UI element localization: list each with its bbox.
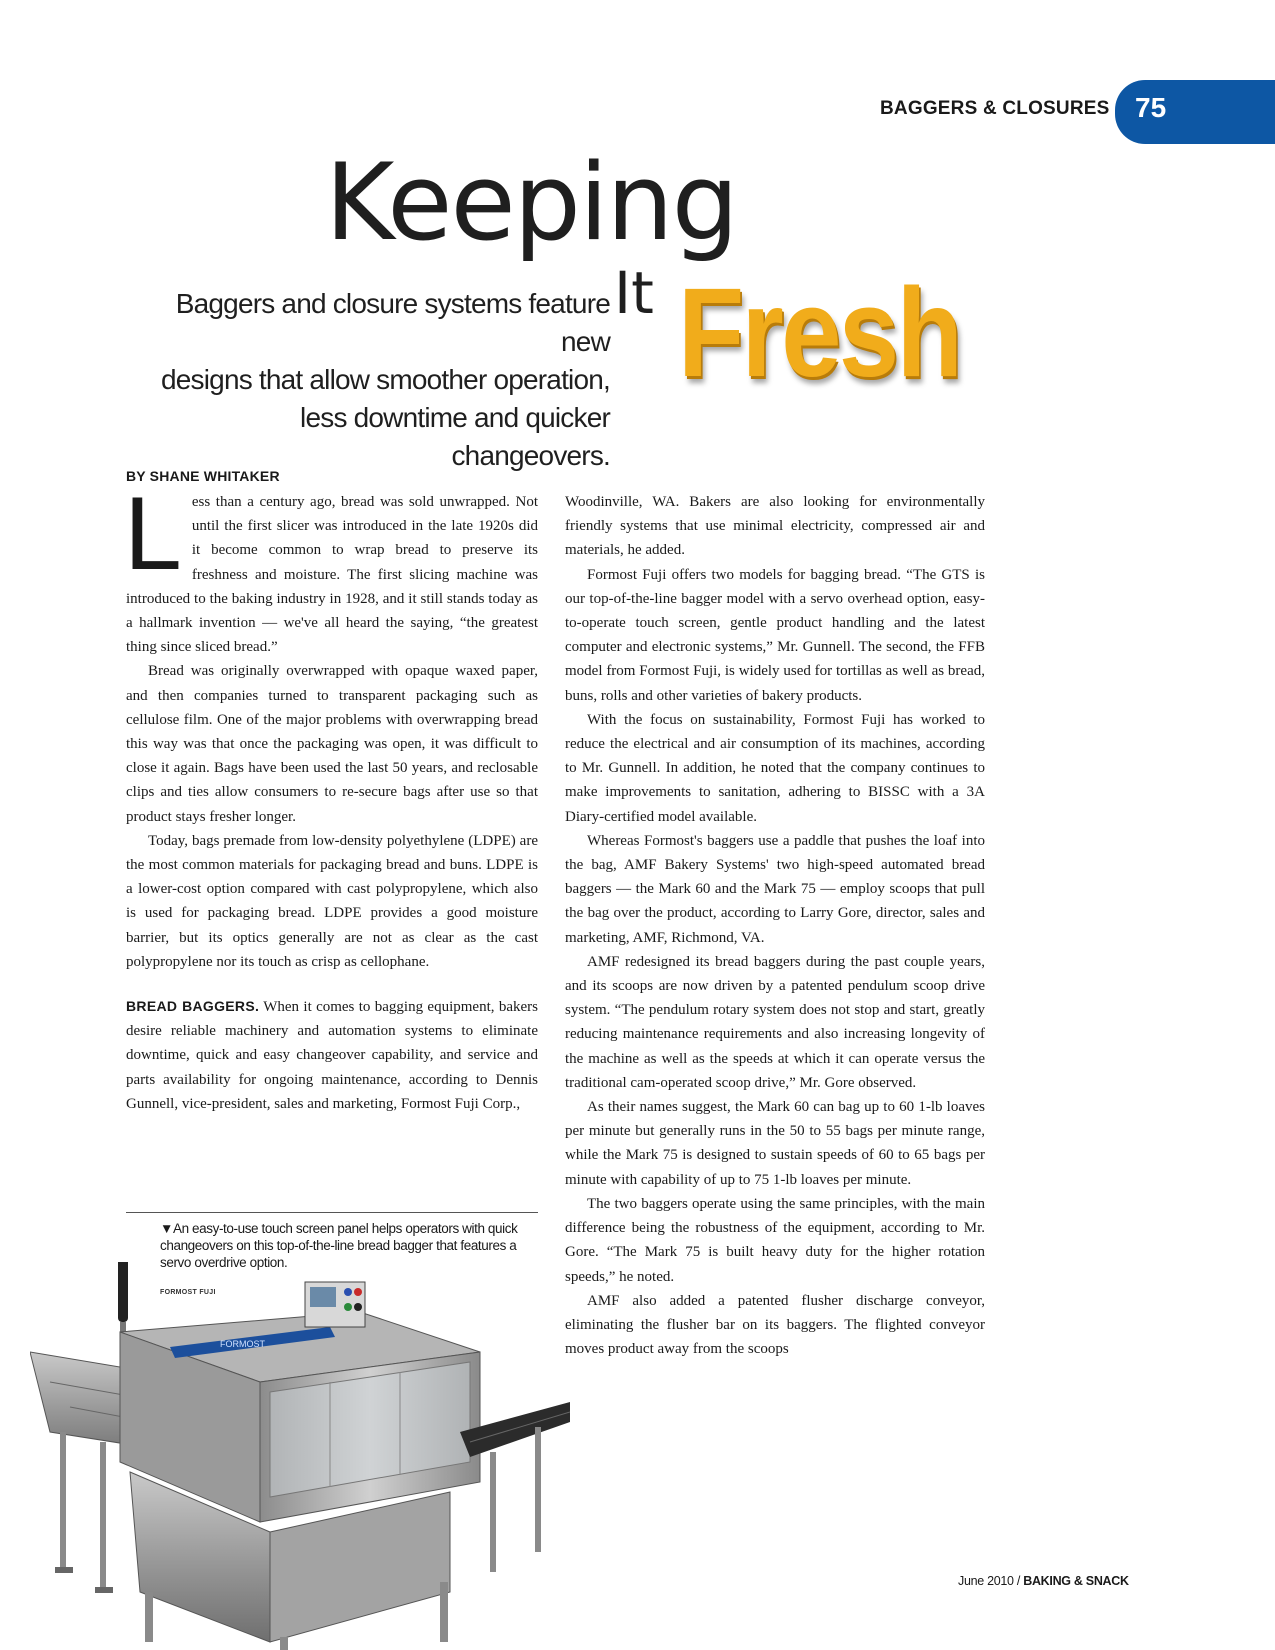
- page-number: 75: [1135, 92, 1167, 123]
- article-paragraph: Woodinville, WA. Bakers are also looking for environmentally friendly systems that use minimal electricity, compressed air and materials, he added.: [565, 494, 985, 559]
- machine-brand-label: FORMOST: [220, 1339, 265, 1349]
- photo-credit: FORMOST FUJI: [160, 1289, 216, 1296]
- headline-it: It: [614, 259, 654, 327]
- control-button-icon: [354, 1303, 362, 1311]
- article-paragraph: Bread was originally overwrapped with opaque waxed paper, and then companies turned to transparent packaging such as cellulose film. One of the major problems with overwrapping bread this way was that once the packaging was open, it was difficult to close it again. Bags have been used the last 50 years, and reclosable clips and ties allow consumers to re-secure bags after use so that product stays fresher longer.: [126, 663, 538, 825]
- deck-line: less downtime and quicker changeovers.: [300, 402, 610, 471]
- deck-subtitle: [150, 285, 610, 475]
- byline: BY SHANE WHITAKER: [126, 468, 280, 484]
- bagger-machine-photo: [30, 1262, 570, 1650]
- machine-leg: [490, 1452, 496, 1572]
- machine-leg: [145, 1592, 153, 1642]
- article-paragraph: As their names suggest, the Mark 60 can bag up to 60 1-lb loaves per minute but generally runs in the 50 to 55 bags per minute range, while the Mark 75 is designed to sustain speeds of 60 to 65 bags per minute with capability of up to 75 1-lb loaves per minute.: [565, 1099, 985, 1188]
- article-paragraph: Formost Fuji offers two models for bagging bread. “The GTS is our top-of-the-line bagger model with a servo overhead option, easy-to-operate touch screen, gentle product handling and the latest computer and electronic systems,” Mr. Gunnell. The second, the FFB model from Formost Fuji, is widely used for tortillas as well as bread, buns, rolls and other varieties of bakery products.: [565, 566, 985, 704]
- footer-publication: BAKING & SNACK: [1023, 1574, 1129, 1588]
- touch-screen-display: [310, 1287, 336, 1307]
- article-paragraph: AMF redesigned its bread baggers during the past couple years, and its scoops are now driven by a patented pendulum scoop drive system. “The pendulum rotary system does not stop and start, greatly reducing maintenance requirements and also increasing longevity of the machine as well as the speeds at which it can operate versus the traditional cam-operated scoop drive,” Mr. Gore observed.: [565, 953, 985, 1091]
- machine-leg: [60, 1432, 66, 1572]
- section-label: BAGGERS & CLOSURES: [880, 98, 1110, 119]
- control-button-icon: [344, 1303, 352, 1311]
- deck-line: Baggers and closure systems feature new: [175, 288, 610, 357]
- control-button-icon: [354, 1288, 362, 1296]
- article-paragraph: AMF also added a patented flusher discharge conveyor, eliminating the flusher bar on its baggers. The flighted conveyor moves product away from the scoops: [565, 1292, 985, 1358]
- article-paragraph: With the focus on sustainability, Formost Fuji has worked to reduce the electrical and air consumption of its machines, according to Mr. Gunnell. In addition, he noted that the company continues to make improvements to sanitation, adhering to BISSC with a 3A Diary-certified model available.: [565, 711, 985, 825]
- article-paragraph: Today, bags premade from low-density polyethylene (LDPE) are the most common materials for packaging bread and buns. LDPE is a lower-cost option compared with cast polypropylene, which also is used for packaging bread. LDPE provides a good moisture barrier, but its optics generally are not as clear as the cast polypropylene nor its touch as crisp as cellophane.: [126, 832, 538, 970]
- machine-leg: [440, 1582, 448, 1642]
- article-paragraph: Whereas Formost's baggers use a paddle that pushes the loaf into the bag, AMF Bakery Systems' two high-speed automated bread baggers — the Mark 60 and the Mark 75 — employ scoops that pull the bag over the product, according to Larry Gore, director, sales and marketing, AMF, Richmond, VA.: [565, 832, 985, 946]
- article-paragraph: [126, 994, 538, 1116]
- footer-date: June 2010 /: [958, 1574, 1024, 1588]
- article-column-2: [565, 490, 985, 1361]
- caption-rule: [126, 1212, 538, 1213]
- deck-line: designs that allow smoother operation,: [161, 364, 610, 395]
- page-footer: [958, 1574, 1129, 1588]
- machine-leg: [535, 1427, 541, 1552]
- headline-fresh: Fresh: [678, 262, 961, 403]
- machine-handle: [118, 1262, 128, 1322]
- caption-marker-icon: ▼: [160, 1221, 173, 1236]
- subhead-bread-baggers: BREAD BAGGERS.: [126, 998, 260, 1015]
- control-button-icon: [344, 1288, 352, 1296]
- machine-leg: [100, 1442, 106, 1592]
- headline-keeping: Keeping: [325, 141, 737, 264]
- paragraph-text: When it comes to bagging equipment, bakers desire reliable machinery and automation systems to eliminate downtime, quick and easy changeover capability, and service and parts availability for ongoing maintenance, according to Dennis Gunnell, vice-president, sales and marketing, Formost Fuji Corp.,: [126, 999, 538, 1112]
- article-paragraph: The two baggers operate using the same principles, with the main difference being the robustness of the equipment, according to Mr. Gore. “The Mark 75 is built heavy duty for the higher rotation speeds,” he noted.: [565, 1195, 985, 1285]
- caption-text: An easy-to-use touch screen panel helps operators with quick changeovers on this top-of-the-line bread bagger that features a servo overdrive option.: [160, 1221, 518, 1270]
- machine-leg: [280, 1637, 288, 1650]
- paragraph-text: ess than a century ago, bread was sold unwrapped. Not until the first slicer was introduced in the late 1920s did it become common to wrap bread to preserve its freshness and moisture. The first slicing machine was introduced to the baking industry in 1928, and it still stands today as a hallmark invention — we've all heard the saying, “the greatest thing since sliced bread.”: [126, 494, 538, 656]
- drop-cap: L: [124, 476, 182, 592]
